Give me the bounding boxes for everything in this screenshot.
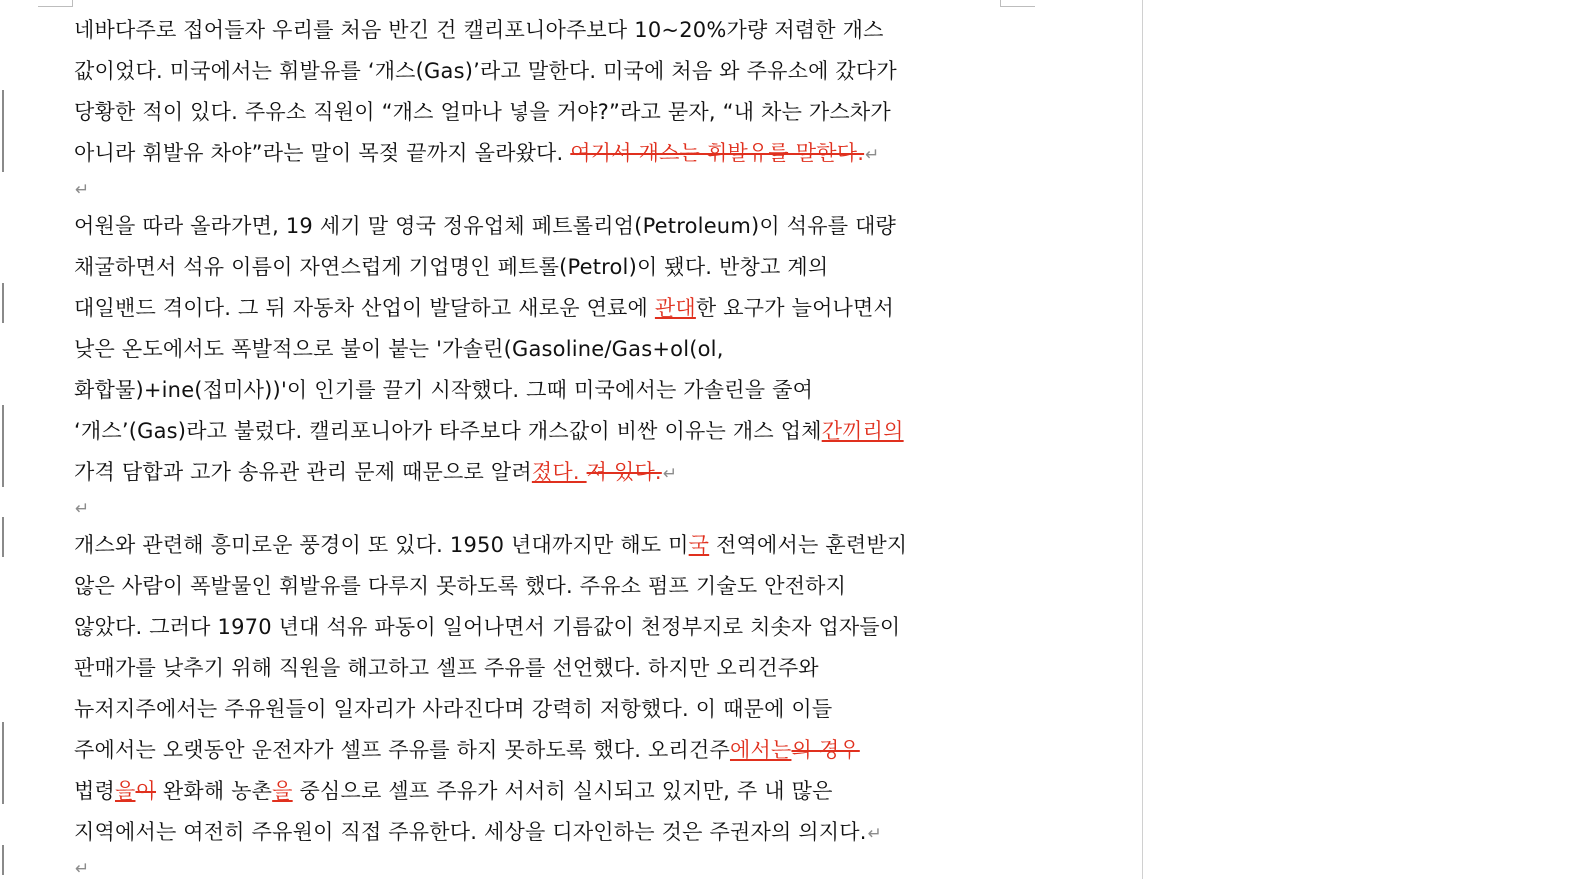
change-bar [2, 283, 4, 323]
empty-paragraph [74, 853, 1074, 879]
text-line: 않았다. 그러다 1970 년대 석유 파동이 일어나면서 기름값이 천정부지로 치솟자 업자들이 [74, 615, 901, 639]
change-bar [2, 405, 4, 487]
text-line [74, 133, 1074, 174]
tracked-insertion[interactable]: 을 [272, 779, 293, 803]
text-run: 주에서는 오랫동안 운전자가 셀프 주유를 하지 못하도록 했다. 오리건주 [74, 738, 730, 762]
text-run: 가격 담합과 고가 송유관 관리 문제 때문으로 알려 [74, 460, 532, 484]
paragraph-mark-icon: ↵ [867, 824, 883, 844]
text-line: 값이었다. 미국에서는 휘발유를 ‘개스(Gas)’라고 말한다. 미국에 처음 와 주유소에 갔다가 [74, 59, 897, 83]
paragraph-2[interactable] [74, 206, 1074, 493]
paragraph-3[interactable] [74, 525, 1074, 853]
text-line: 않은 사람이 폭발물인 휘발유를 다루지 못하도록 했다. 주유소 펌프 기술도 안전하지 [74, 574, 847, 598]
change-bar [2, 722, 4, 804]
text-line: 네바다주로 접어들자 우리를 처음 반긴 건 캘리포니아주보다 10~20%가량 저렴한 개스 [74, 18, 884, 42]
text-line: 판매가를 낮추기 위해 직원을 해고하고 셀프 주유를 선언했다. 하지만 오리건주와 [74, 656, 819, 680]
tracked-deletion[interactable]: 의 경우 [791, 738, 860, 762]
tracked-deletion[interactable]: 져 있다. [586, 460, 662, 484]
paragraph-mark-icon: ↵ [75, 180, 90, 200]
text-line [74, 525, 1074, 566]
text-line: 당황한 적이 있다. 주유소 직원이 “개스 얼마나 넣을 거야?”라고 묻자, “내 차는 가스차가 [74, 100, 891, 124]
text-run: 전역에서는 훈련받지 [709, 533, 908, 557]
paragraph-mark-icon: ↵ [75, 859, 90, 879]
tracked-insertion[interactable]: 관대 [654, 296, 696, 320]
text-line: 채굴하면서 석유 이름이 자연스럽게 기업명인 페트롤(Petrol)이 됐다. 반창고 계의 [74, 255, 829, 279]
text-run: 지역에서는 여전히 주유원이 직접 주유한다. 세상을 디자인하는 것은 주권자의 의지다. [74, 820, 867, 844]
change-bar [2, 90, 4, 172]
empty-paragraph [74, 174, 1074, 206]
page-corner-mark-right [1000, 0, 1035, 7]
text-run: 대일밴드 격이다. 그 뒤 자동차 산업이 발달하고 새로운 연료에 [74, 296, 655, 320]
text-run: 한 요구가 늘어나면서 [695, 296, 895, 320]
text-line [74, 812, 1074, 853]
tracked-insertion[interactable]: 국 [688, 533, 710, 557]
document-body[interactable] [74, 10, 1074, 879]
text-line [74, 771, 1074, 812]
tracked-insertion[interactable]: 졌다. [531, 460, 587, 484]
text-line: 어원을 따라 올라가면, 19 세기 말 영국 정유업체 페트롤리엄(Petroleum)이 석유를 대량 [74, 214, 897, 238]
text-run: 중심으로 셀프 주유가 서서히 실시되고 있지만, 주 내 많은 [292, 779, 833, 803]
text-line: 화합물)+ine(접미사))'이 인기를 끌기 시작했다. 그때 미국에서는 가솔린을 줄여 [74, 378, 814, 402]
text-line [74, 411, 1074, 452]
tracked-deletion[interactable]: 여기서 개스는 휘발유를 말한다. [570, 141, 865, 165]
page-corner-mark-left [38, 0, 73, 7]
text-line [74, 452, 1074, 493]
text-run: 법령 [74, 779, 115, 803]
text-run: ‘개스’(Gas)라고 불렀다. 캘리포니아가 타주보다 개스값이 비싼 이유는 개스 업체 [74, 419, 822, 443]
paragraph-mark-icon: ↵ [75, 499, 90, 519]
tracked-insertion[interactable]: 에서는 [729, 738, 792, 762]
change-bar [2, 845, 4, 875]
text-run: 완화해 농촌 [155, 779, 273, 803]
page-edge-divider [1142, 0, 1143, 879]
tracked-insertion[interactable]: 간끼리의 [821, 419, 904, 443]
text-line [74, 288, 1074, 329]
paragraph-1[interactable] [74, 10, 1074, 174]
text-line: 뉴저지주에서는 주유원들이 일자리가 사라진다며 강력히 저항했다. 이 때문에 이들 [74, 697, 833, 721]
paragraph-mark-icon: ↵ [662, 464, 678, 484]
tracked-insertion[interactable]: 을 [114, 779, 136, 803]
text-run: 아니라 휘발유 차야”라는 말이 목젖 끝까지 올라왔다. [74, 141, 571, 165]
empty-paragraph [74, 493, 1074, 525]
change-bar [2, 517, 4, 557]
text-line [74, 730, 1074, 771]
tracked-deletion[interactable]: 이 [135, 779, 156, 803]
text-line: 낮은 온도에서도 폭발적으로 불이 붙는 '가솔린(Gasoline/Gas+ol(ol, [74, 337, 724, 361]
text-run: 개스와 관련해 흥미로운 풍경이 또 있다. 1950 년대까지만 해도 미 [74, 533, 689, 557]
paragraph-mark-icon: ↵ [865, 145, 880, 165]
